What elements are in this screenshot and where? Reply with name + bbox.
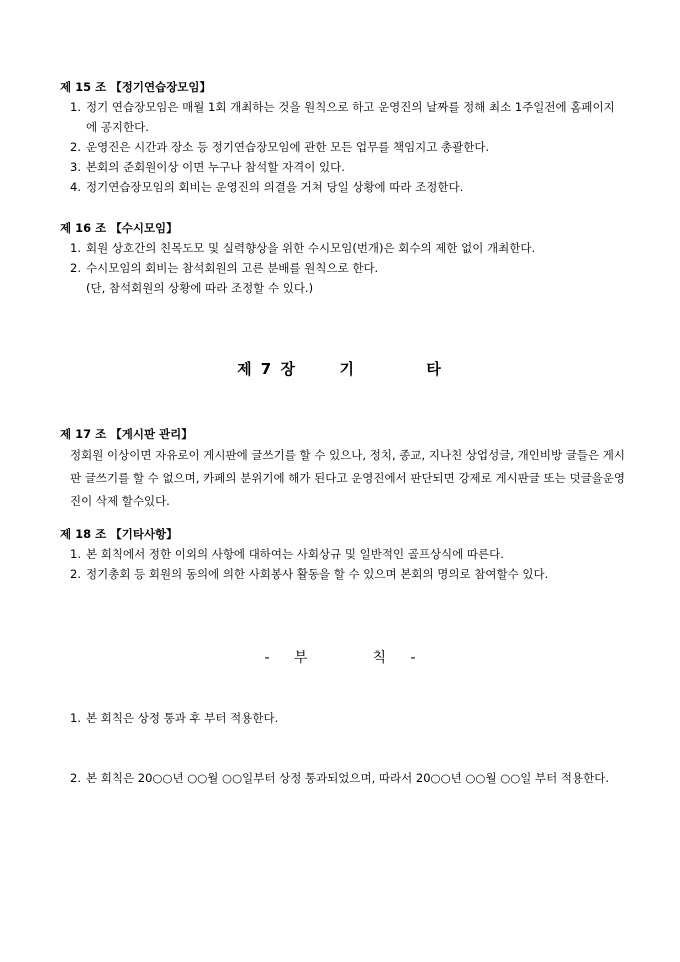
chapter-7-heading: [0, 358, 680, 379]
article-16-note: (단, 참석회원의 상황에 따라 조정할 수 있다.): [86, 281, 314, 295]
article-16-list: [60, 238, 625, 278]
annex-char-2: 칙: [372, 650, 386, 666]
article-16-title: 제 16 조 【수시모임】: [60, 221, 178, 235]
list-item: [60, 768, 625, 788]
item-text: 정기연습장모임의 회비는 운영진의 의결을 거쳐 당일 상황에 따라 조정한다.: [86, 180, 464, 194]
annex-char-1: 부: [294, 650, 308, 666]
article-17-paragraph: 정회원 이상이면 자유로이 게시판에 글쓰기를 할 수 있으나, 정치, 종교, 지나친 상업성글, 개인비방 글들은 게시판 글쓰기를 할 수 없으며, 카페의 분위기에 해가 된다고 운영진에서 판단되면 강제로 게시판글 또는 덧글을운영진이 삭제 할수있다.: [70, 448, 625, 508]
article-17-title: 제 17 조 【게시판 관리】: [60, 427, 193, 441]
item-text: 정기총회 등 회원의 동의에 의한 사회봉사 활동을 할 수 있으며 본회의 명의로 참여할수 있다.: [86, 567, 549, 581]
article-15: [60, 77, 625, 197]
item-text: 정기 연습장모임은 매월 1회 개최하는 것을 원칙으로 하고 운영진의 날짜를 정해 최소 1주일전에 홈페이지에 공지한다.: [86, 100, 615, 134]
article-15-title: 제 15 조 【정기연습장모임】: [60, 80, 211, 94]
item-text: 본 회칙에서 정한 이외의 사항에 대하여는 사회상규 및 일반적인 골프상식에 따른다.: [86, 547, 504, 561]
article-18-list: [60, 544, 625, 584]
item-number: 2.: [70, 140, 81, 154]
item-number: 1.: [70, 547, 81, 561]
item-text: 본 회칙은 상정 통과 후 부터 적용한다.: [86, 711, 279, 725]
annex-dash-left: -: [264, 650, 270, 666]
article-18-title: 제 18 조 【기타사항】: [60, 527, 178, 541]
list-item: [60, 564, 625, 584]
item-text: 회원 상호간의 친목도모 및 실력향상을 위한 수시모임(번개)은 회수의 제한 없이 개최한다.: [86, 241, 536, 255]
item-number: 2.: [70, 771, 81, 785]
article-15-list: [60, 97, 625, 197]
list-item: [60, 157, 625, 177]
list-item: [60, 258, 625, 278]
annex-item-1: [60, 708, 625, 728]
article-18: [60, 524, 625, 584]
article-16: [60, 218, 625, 298]
item-number: 1.: [70, 711, 81, 725]
item-text: 운영진은 시간과 장소 등 정기연습장모임에 관한 모든 업무를 책임지고 총괄한다.: [86, 140, 490, 154]
chapter-title-char-1: 기: [339, 360, 356, 378]
list-item: [60, 238, 625, 258]
list-item: [60, 708, 625, 728]
item-number: 3.: [70, 160, 81, 174]
chapter-title-char-2: 타: [426, 360, 443, 378]
list-item: [60, 177, 625, 197]
article-17: [60, 424, 625, 513]
item-text: 수시모임의 회비는 참석회원의 고른 분배를 원칙으로 한다.: [86, 261, 379, 275]
annex-dash-right: -: [410, 650, 416, 666]
item-number: 2.: [70, 261, 81, 275]
item-text: 본 회칙은 20○○년 ○○월 ○○일부터 상정 통과되었으며, 따라서 20○○년 ○○월 ○○일 부터 적용한다.: [86, 771, 610, 785]
item-number: 2.: [70, 567, 81, 581]
annex-item-2: [60, 768, 625, 788]
list-item: [60, 97, 625, 137]
item-number: 1.: [70, 100, 81, 114]
chapter-number: 제 7 장: [237, 360, 297, 378]
list-item: [60, 137, 625, 157]
item-text: 본회의 준회원이상 이면 누구나 참석할 자격이 있다.: [86, 160, 345, 174]
annex-heading: [0, 647, 680, 667]
item-number: 4.: [70, 180, 81, 194]
item-number: 1.: [70, 241, 81, 255]
list-item: [60, 544, 625, 564]
